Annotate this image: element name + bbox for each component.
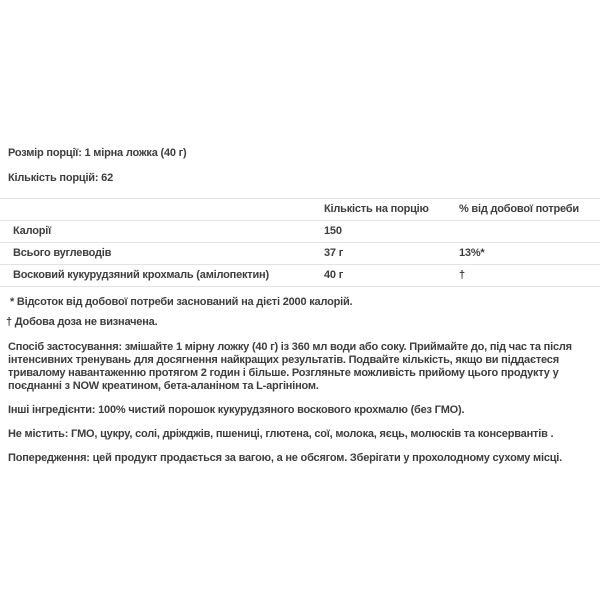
- nutrient-name-cell: Восковий кукурудзяний крохмаль (амілопектин): [0, 265, 324, 287]
- daily-value-footnote: * Відсоток від добової потреби заснований на дієті 2000 калорій.: [10, 296, 353, 308]
- nutrient-amount-cell: 40 г: [324, 265, 459, 287]
- table-row: [0, 243, 600, 265]
- nutrient-name-cell: Калорії: [0, 221, 324, 243]
- table-header-row: [0, 199, 600, 221]
- other-ingredients-text: Інші інгредієнти: 100% чистий порошок кукурудзяного воскового крохмалю (без ГМО).: [8, 404, 465, 416]
- daily-dose-footnote: † Добова доза не визначена.: [6, 316, 158, 328]
- nutrient-name-cell: Всього вуглеводів: [0, 243, 324, 265]
- table-row: [0, 221, 600, 243]
- nutrient-dv-cell: 13%*: [459, 243, 600, 265]
- amount-per-serving-header: Кількість на порцію: [324, 199, 459, 221]
- daily-value-header: % від добової потреби: [459, 199, 600, 221]
- table-row: [0, 265, 600, 287]
- serving-size-text: Розмір порції: 1 мірна ложка (40 г): [8, 147, 187, 159]
- nutrient-dv-cell: †: [459, 265, 600, 287]
- warning-text: Попередження: цей продукт продається за вагою, а не обсягом. Зберігати у прохолодному сухому місці.: [8, 452, 563, 464]
- nutrient-header-spacer: [0, 199, 324, 221]
- does-not-contain-text: Не містить: ГМО, цукру, солі, дріжджів, пшениці, глютена, сої, молока, яєць, молюсків та консервантів .: [8, 428, 554, 440]
- nutrient-amount-cell: 37 г: [324, 243, 459, 265]
- servings-count-text: Кількість порцій: 62: [8, 172, 114, 184]
- nutrient-amount-cell: 150: [324, 221, 459, 243]
- nutrition-table: [0, 198, 600, 287]
- directions-text: Спосіб застосування: змішайте 1 мірну ложку (40 г) із 360 мл води або соку. Приймайте до, під час та після інтенсивних тренувань для досягнення найкращих результатів. Подвайте кількість, якщо ви піддаєтеся тривалому навантаженню протягом 2 годин і більше. Розгляньте можливість прийому цього продукту у поєднанні з NOW креатином, бета-аланіном та L-аргініном.: [8, 341, 572, 392]
- nutrient-dv-cell: [459, 221, 600, 243]
